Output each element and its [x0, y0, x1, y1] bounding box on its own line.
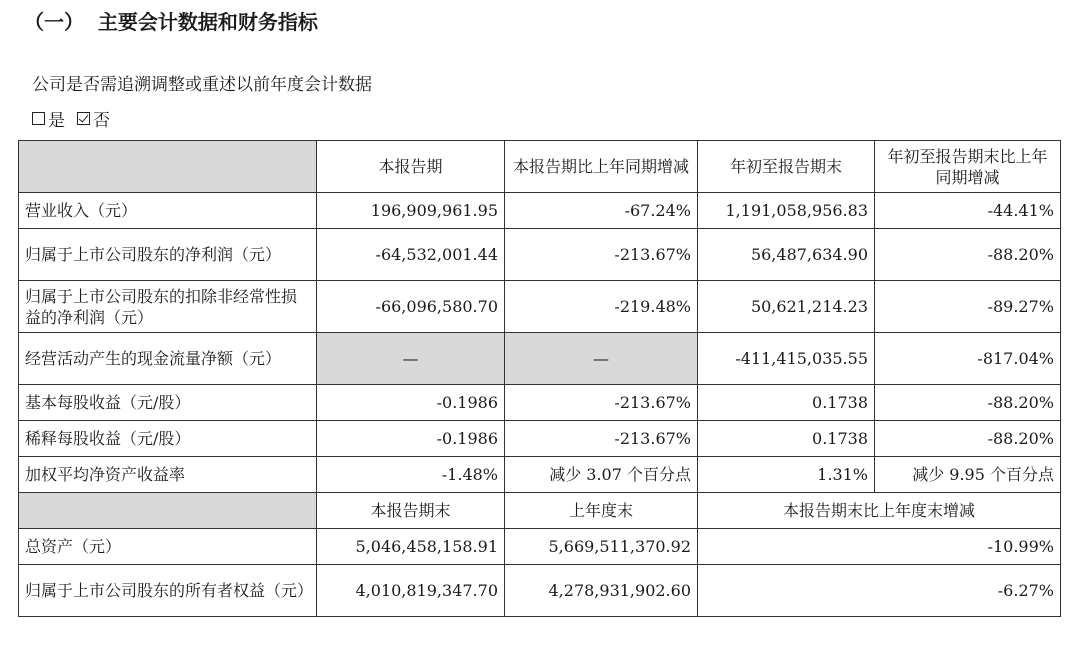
value-cell: 1.31% — [698, 457, 875, 493]
option-no-label: 否 — [93, 111, 110, 131]
row-label: 归属于上市公司股东的扣除非经常性损益的净利润（元） — [19, 281, 317, 333]
value-cell: -213.67% — [505, 229, 698, 281]
value-cell: 减少 9.95 个百分点 — [875, 457, 1061, 493]
unchecked-box-icon[interactable] — [32, 112, 45, 125]
row-label: 归属于上市公司股东的净利润（元） — [19, 229, 317, 281]
value-cell: 0.1738 — [698, 385, 875, 421]
value-cell: -44.41% — [875, 193, 1061, 229]
value-cell: -88.20% — [875, 385, 1061, 421]
value-cell: -6.27% — [698, 565, 1061, 617]
value-cell: -89.27% — [875, 281, 1061, 333]
value-cell: -66,096,580.70 — [317, 281, 505, 333]
table-row — [19, 457, 1061, 493]
header-cell: 本报告期 — [317, 141, 505, 193]
value-cell-na: — — [505, 333, 698, 385]
value-cell: -411,415,035.55 — [698, 333, 875, 385]
value-cell: -88.20% — [875, 421, 1061, 457]
header-cell: 年初至报告期末 — [698, 141, 875, 193]
table-row — [19, 333, 1061, 385]
option-no[interactable] — [77, 106, 110, 131]
header-cell-empty — [19, 141, 317, 193]
subheader-cell: 本报告期末 — [317, 493, 505, 529]
row-label: 归属于上市公司股东的所有者权益（元） — [19, 565, 317, 617]
header-cell: 本报告期比上年同期增减 — [505, 141, 698, 193]
value-cell: 0.1738 — [698, 421, 875, 457]
value-cell: -88.20% — [875, 229, 1061, 281]
value-cell-na: — — [317, 333, 505, 385]
value-cell: 5,046,458,158.91 — [317, 529, 505, 565]
header-cell: 年初至报告期末比上年同期增减 — [875, 141, 1061, 193]
value-cell: -67.24% — [505, 193, 698, 229]
restatement-question: 公司是否需追溯调整或重述以前年度会计数据 — [32, 75, 372, 95]
table-row — [19, 421, 1061, 457]
option-yes-label: 是 — [48, 111, 65, 131]
restatement-options — [32, 106, 122, 131]
table-subheader-row — [19, 493, 1061, 529]
row-label: 稀释每股收益（元/股） — [19, 421, 317, 457]
value-cell: 4,278,931,902.60 — [505, 565, 698, 617]
value-cell: 1,191,058,956.83 — [698, 193, 875, 229]
value-cell: -0.1986 — [317, 421, 505, 457]
table-row — [19, 193, 1061, 229]
value-cell: -213.67% — [505, 385, 698, 421]
section-heading: （一） 主要会计数据和财务指标 — [24, 10, 318, 34]
row-label: 基本每股收益（元/股） — [19, 385, 317, 421]
value-cell: -0.1986 — [317, 385, 505, 421]
option-yes[interactable] — [32, 106, 65, 131]
value-cell: -10.99% — [698, 529, 1061, 565]
table-row — [19, 281, 1061, 333]
table-row — [19, 565, 1061, 617]
row-label: 总资产（元） — [19, 529, 317, 565]
value-cell: 56,487,634.90 — [698, 229, 875, 281]
financial-indicators-table — [18, 140, 1061, 617]
value-cell: -219.48% — [505, 281, 698, 333]
table-row — [19, 385, 1061, 421]
table-header-row — [19, 141, 1061, 193]
row-label: 经营活动产生的现金流量净额（元） — [19, 333, 317, 385]
value-cell: 5,669,511,370.92 — [505, 529, 698, 565]
value-cell: 196,909,961.95 — [317, 193, 505, 229]
subheader-cell: 上年度末 — [505, 493, 698, 529]
table-row — [19, 229, 1061, 281]
subheader-cell: 本报告期末比上年度末增减 — [698, 493, 1061, 529]
value-cell: 4,010,819,347.70 — [317, 565, 505, 617]
value-cell: -817.04% — [875, 333, 1061, 385]
value-cell: -64,532,001.44 — [317, 229, 505, 281]
row-label: 营业收入（元） — [19, 193, 317, 229]
subheader-cell-empty — [19, 493, 317, 529]
value-cell: 减少 3.07 个百分点 — [505, 457, 698, 493]
value-cell: -213.67% — [505, 421, 698, 457]
row-label: 加权平均净资产收益率 — [19, 457, 317, 493]
value-cell: 50,621,214.23 — [698, 281, 875, 333]
table-row — [19, 529, 1061, 565]
value-cell: -1.48% — [317, 457, 505, 493]
checked-box-icon[interactable] — [77, 112, 90, 125]
